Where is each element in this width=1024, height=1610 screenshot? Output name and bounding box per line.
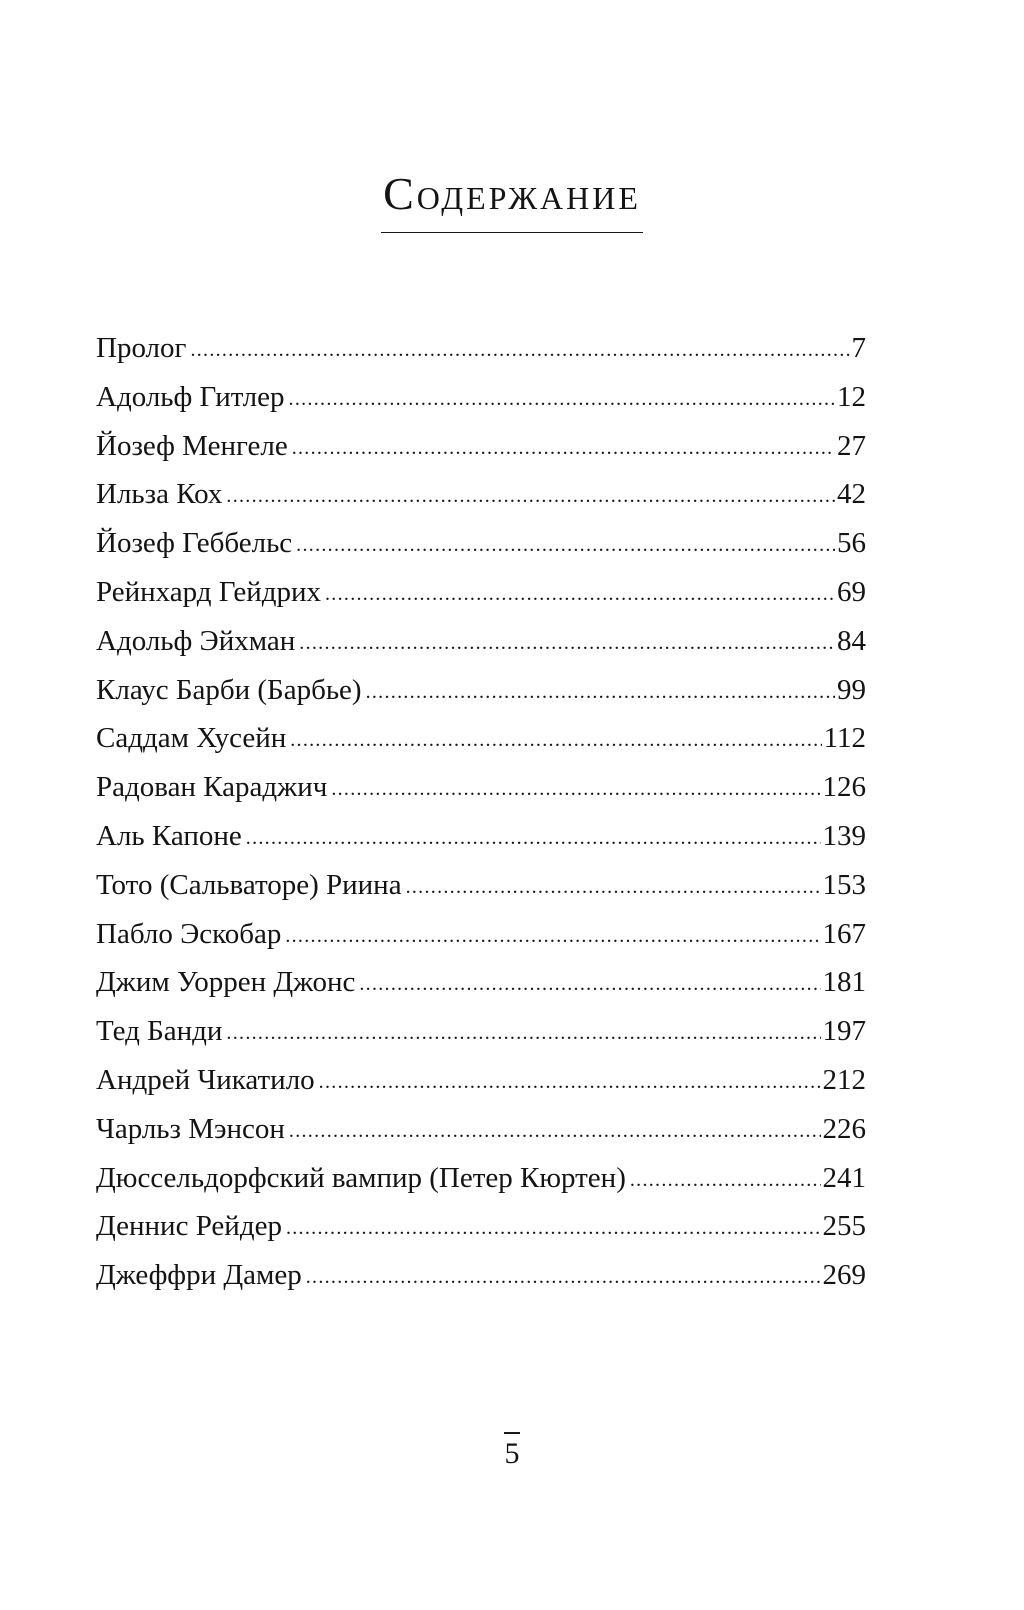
toc-entry-page: 167 [822, 917, 866, 950]
toc-dot-leader [406, 866, 821, 905]
toc-entry[interactable] [96, 525, 866, 574]
toc-entry-title: Аль Капоне [96, 819, 242, 852]
toc-entry-page: 7 [851, 332, 866, 364]
toc-entry[interactable] [96, 1111, 866, 1160]
toc-dot-leader [325, 573, 835, 612]
toc-entry-title: Джеффри Дамер [96, 1259, 302, 1292]
toc-entry[interactable] [96, 672, 866, 721]
toc-entry-title: Деннис Рейдер [96, 1210, 282, 1243]
toc-entry-page: 153 [822, 868, 866, 901]
toc-entry-title: Йозеф Менгеле [96, 429, 288, 462]
toc-dot-leader [190, 329, 849, 368]
toc-entry-page: 27 [837, 429, 866, 462]
toc-entry[interactable] [96, 574, 866, 623]
toc-entry-page: 99 [837, 673, 866, 706]
toc-dot-leader [296, 524, 835, 563]
toc-entry-title: Чарльз Мэнсон [96, 1112, 285, 1145]
toc-dot-leader [299, 622, 835, 661]
toc-entry[interactable] [96, 379, 866, 428]
title-block [0, 164, 1024, 233]
toc-dot-leader [285, 915, 820, 954]
toc-dot-leader [331, 768, 820, 807]
toc-entry[interactable] [96, 818, 866, 867]
toc-entry-page: 139 [822, 819, 866, 852]
toc-dot-leader [226, 475, 835, 514]
toc-dot-leader [319, 1061, 821, 1100]
toc-entry-page: 42 [837, 478, 866, 511]
toc-entry-title: Радован Караджич [96, 771, 328, 804]
page-title: Содержание [381, 164, 643, 233]
toc-entry-page: 241 [822, 1161, 866, 1194]
toc-dot-leader [289, 1110, 821, 1149]
toc-entry[interactable] [96, 964, 866, 1013]
toc-entry-page: 12 [837, 380, 866, 413]
toc-entry[interactable] [96, 916, 866, 965]
toc-entry-page: 84 [837, 624, 866, 657]
toc-entry-page: 197 [822, 1015, 866, 1048]
toc-dot-leader [292, 427, 835, 466]
page-number-rule [504, 1432, 520, 1434]
toc-entry-title: Адольф Гитлер [96, 380, 285, 413]
toc-dot-leader [246, 817, 821, 856]
page-number-block [0, 1432, 1024, 1472]
toc-entry-page: 226 [822, 1112, 866, 1145]
toc-entry-title: Тед Банди [96, 1015, 223, 1048]
toc-entry[interactable] [96, 623, 866, 672]
toc-entry[interactable] [96, 769, 866, 818]
toc-dot-leader [290, 719, 821, 758]
toc-entry-title: Рейнхард Гейдрих [96, 575, 321, 608]
toc-dot-leader [306, 1256, 821, 1295]
toc-entry-page: 69 [837, 575, 866, 608]
toc-dot-leader [359, 963, 820, 1002]
toc-dot-leader [289, 378, 835, 417]
toc-entry-page: 56 [837, 527, 866, 560]
toc-entry-page: 255 [822, 1210, 866, 1243]
toc-entry[interactable] [96, 867, 866, 916]
toc-entry-page: 181 [822, 966, 866, 999]
toc-entry-page: 269 [822, 1259, 866, 1292]
toc-entry[interactable] [96, 1013, 866, 1062]
toc-entry[interactable] [96, 1257, 866, 1306]
toc-entry-page: 212 [822, 1063, 866, 1096]
toc-entry-title: Дюссельдорфский вампир (Петер Кюртен) [96, 1161, 626, 1194]
toc-entry[interactable] [96, 1062, 866, 1111]
toc-entry-title: Пролог [96, 332, 187, 364]
toc-entry[interactable] [96, 428, 866, 477]
toc-entry[interactable] [96, 330, 866, 379]
toc-entry[interactable] [96, 1208, 866, 1257]
toc-dot-leader [286, 1207, 821, 1246]
toc-entry-title: Андрей Чикатило [96, 1063, 315, 1096]
toc-entry-title: Адольф Эйхман [96, 624, 296, 657]
toc-entry-title: Саддам Хусейн [96, 722, 287, 755]
toc-entry-title: Йозеф Геббельс [96, 527, 293, 560]
toc-entry-title: Клаус Барби (Барбье) [96, 673, 362, 706]
toc-entry[interactable] [96, 476, 866, 525]
page-number: 5 [504, 1437, 520, 1470]
toc-dot-leader [366, 671, 835, 710]
toc-entry-title: Джим Уоррен Джонс [96, 966, 356, 999]
table-of-contents [96, 330, 866, 1306]
toc-entry-title: Тото (Сальваторе) Риина [96, 868, 402, 901]
toc-entry-title: Ильза Кох [96, 478, 223, 511]
toc-dot-leader [630, 1159, 821, 1198]
toc-entry-title: Пабло Эскобар [96, 917, 282, 950]
toc-entry[interactable] [96, 1160, 866, 1209]
toc-entry[interactable] [96, 720, 866, 769]
toc-dot-leader [226, 1012, 820, 1051]
toc-entry-page: 126 [822, 771, 866, 804]
toc-entry-page: 112 [823, 722, 866, 755]
